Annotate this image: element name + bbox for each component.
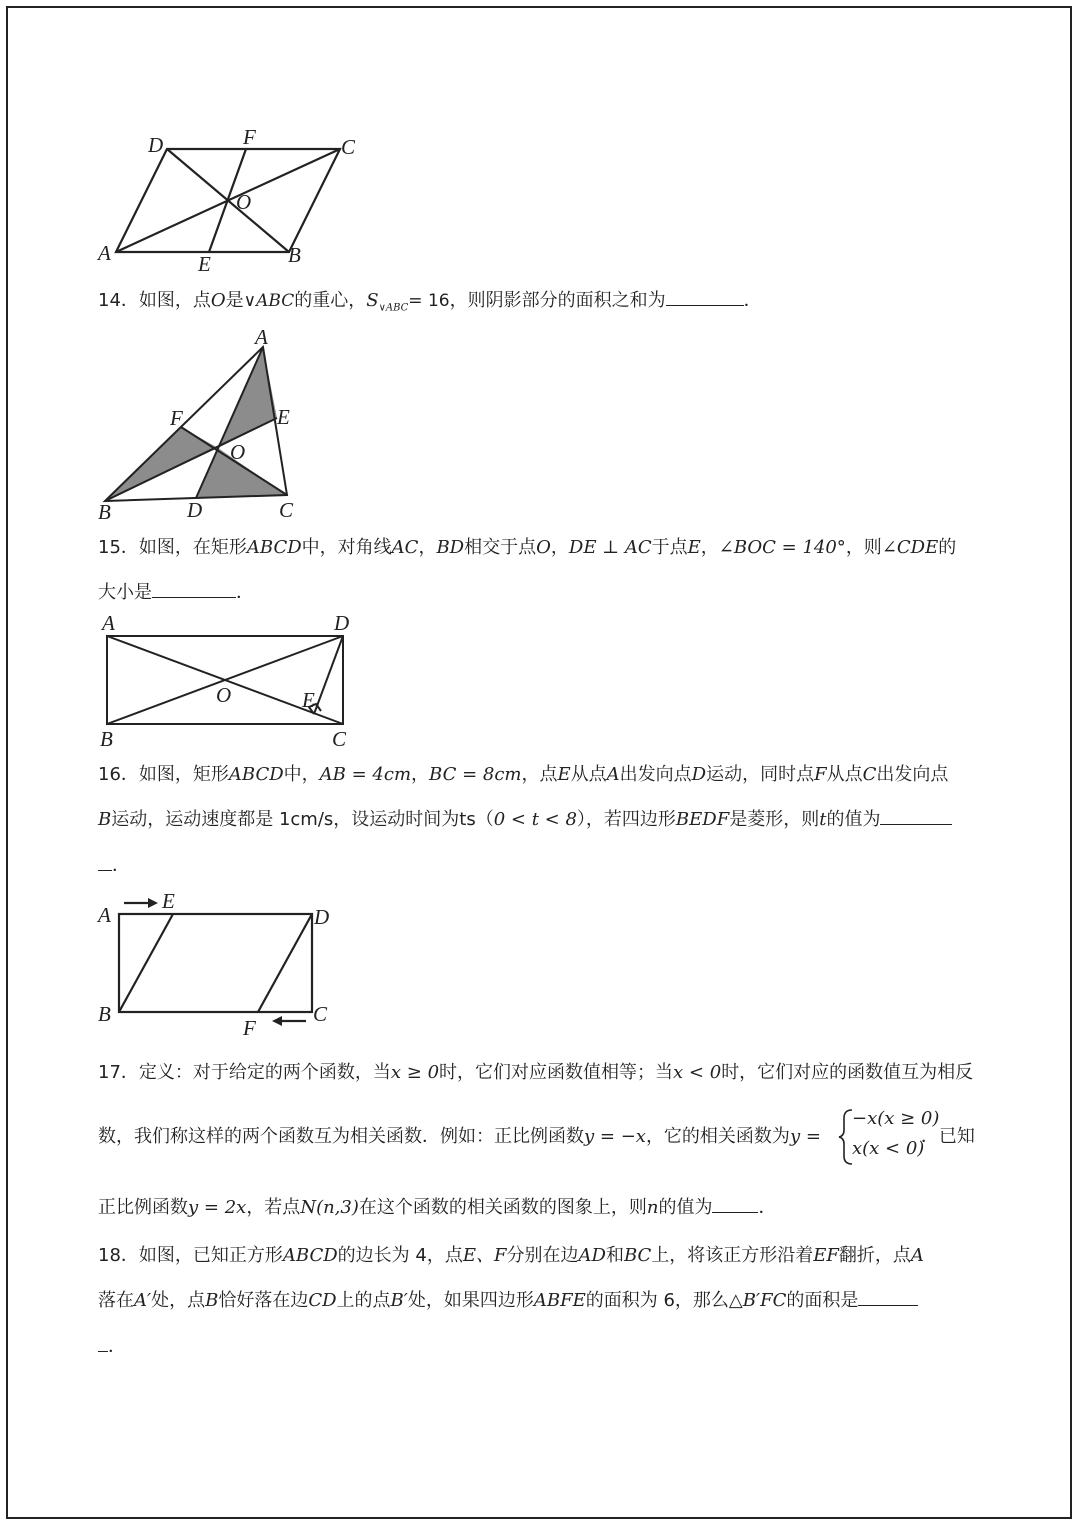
piecewise-case-2: x(x < 0) — [852, 1138, 925, 1159]
label-B: B — [98, 1002, 111, 1026]
label-F: F — [243, 125, 256, 149]
label-C: C — [332, 727, 347, 751]
label-D: D — [187, 498, 203, 522]
answer-blank[interactable] — [712, 1194, 758, 1213]
piecewise-case-1: −x(x ≥ 0) — [852, 1108, 940, 1129]
question-16-line-1: 16．如图，矩形ABCD中，AB = 4cm，BC = 8cm，点E从点A出发向点D运动，同时点F从点C出发向点 — [98, 764, 949, 785]
label-D: D — [334, 611, 350, 635]
question-16-line-3: ． — [98, 852, 130, 879]
question-number: 17 — [98, 1062, 121, 1083]
label-C: C — [313, 1002, 328, 1026]
label-B: B — [100, 727, 113, 751]
label-F: F — [243, 1016, 256, 1040]
label-D: D — [148, 133, 164, 157]
question-15-line-2: 大小是 ． — [98, 579, 254, 606]
label-E: E — [162, 889, 175, 913]
question-number: 14 — [98, 290, 121, 311]
question-18-line-1: 18．如图，已知正方形ABCD的边长为 4，点E、F分别在边AD和BC上，将该正方形沿着EF翻折，点A — [98, 1245, 924, 1266]
label-C: C — [341, 135, 356, 159]
question-15-line-1: 15．如图，在矩形ABCD中，对角线AC，BD相交于点O，DE ⊥ AC于点E，∠BOC = 140°，则∠CDE的 — [98, 537, 957, 558]
label-A: A — [98, 241, 111, 265]
question-17-line-2: 数，我们称这样的两个函数互为相关函数．例如：正比例函数y = −x，它的相关函数为y = ．已知 — [98, 1126, 975, 1147]
figure-rectangle-rhombus — [90, 885, 350, 1045]
label-A: A — [98, 903, 111, 927]
question-14: 14．如图，点O是∨ABC的重心，$S_{\vee ABC}= 16$，则阴影部分的面积之和为 ． — [98, 287, 762, 322]
question-number: 18 — [98, 1245, 121, 1266]
label-O: O — [230, 440, 246, 464]
answer-blank[interactable] — [880, 806, 952, 825]
answer-blank[interactable] — [666, 287, 744, 306]
label-C: C — [279, 498, 294, 522]
label-E: E — [277, 405, 290, 429]
question-17-line-3: 正比例函数y = 2x，若点N(n,3)在这个函数的相关函数的图象上，则n的值为 ． — [98, 1194, 776, 1221]
label-B: B — [288, 243, 301, 267]
label-O: O — [216, 683, 232, 707]
label-D: D — [314, 905, 330, 929]
question-number: 15 — [98, 537, 121, 558]
answer-blank-continued[interactable] — [98, 1333, 108, 1352]
question-number: 16 — [98, 764, 121, 785]
question-18-line-3: ． — [98, 1333, 126, 1360]
label-F: F — [170, 406, 183, 430]
label-O: O — [236, 190, 252, 214]
label-B: B — [98, 500, 111, 524]
figure-triangle-centroid — [90, 325, 320, 525]
label-E: E — [198, 252, 211, 276]
question-16-line-2: B运动，运动速度都是 1cm/s，设运动时间为ts（0 < t < 8），若四边形BEDF是菱形，则t的值为 — [98, 806, 952, 833]
answer-blank-continued[interactable] — [98, 852, 112, 871]
answer-blank[interactable] — [858, 1287, 918, 1306]
figure-parallelogram — [90, 120, 390, 280]
label-A: A — [102, 611, 115, 635]
question-18-line-2: 落在A′处，点B恰好落在边CD上的点B′处，如果四边形ABFE的面积为 6，那么△B′FC的面积是 — [98, 1287, 918, 1314]
label-A: A — [255, 325, 268, 349]
answer-blank[interactable] — [152, 579, 236, 598]
question-17-line-1: 17．定义：对于给定的两个函数，当x ≥ 0时，它们对应函数值相等；当x < 0时，它们对应的函数值互为相反 — [98, 1062, 974, 1083]
label-E: E — [302, 688, 315, 712]
figure-rectangle-diagonals — [92, 610, 372, 755]
